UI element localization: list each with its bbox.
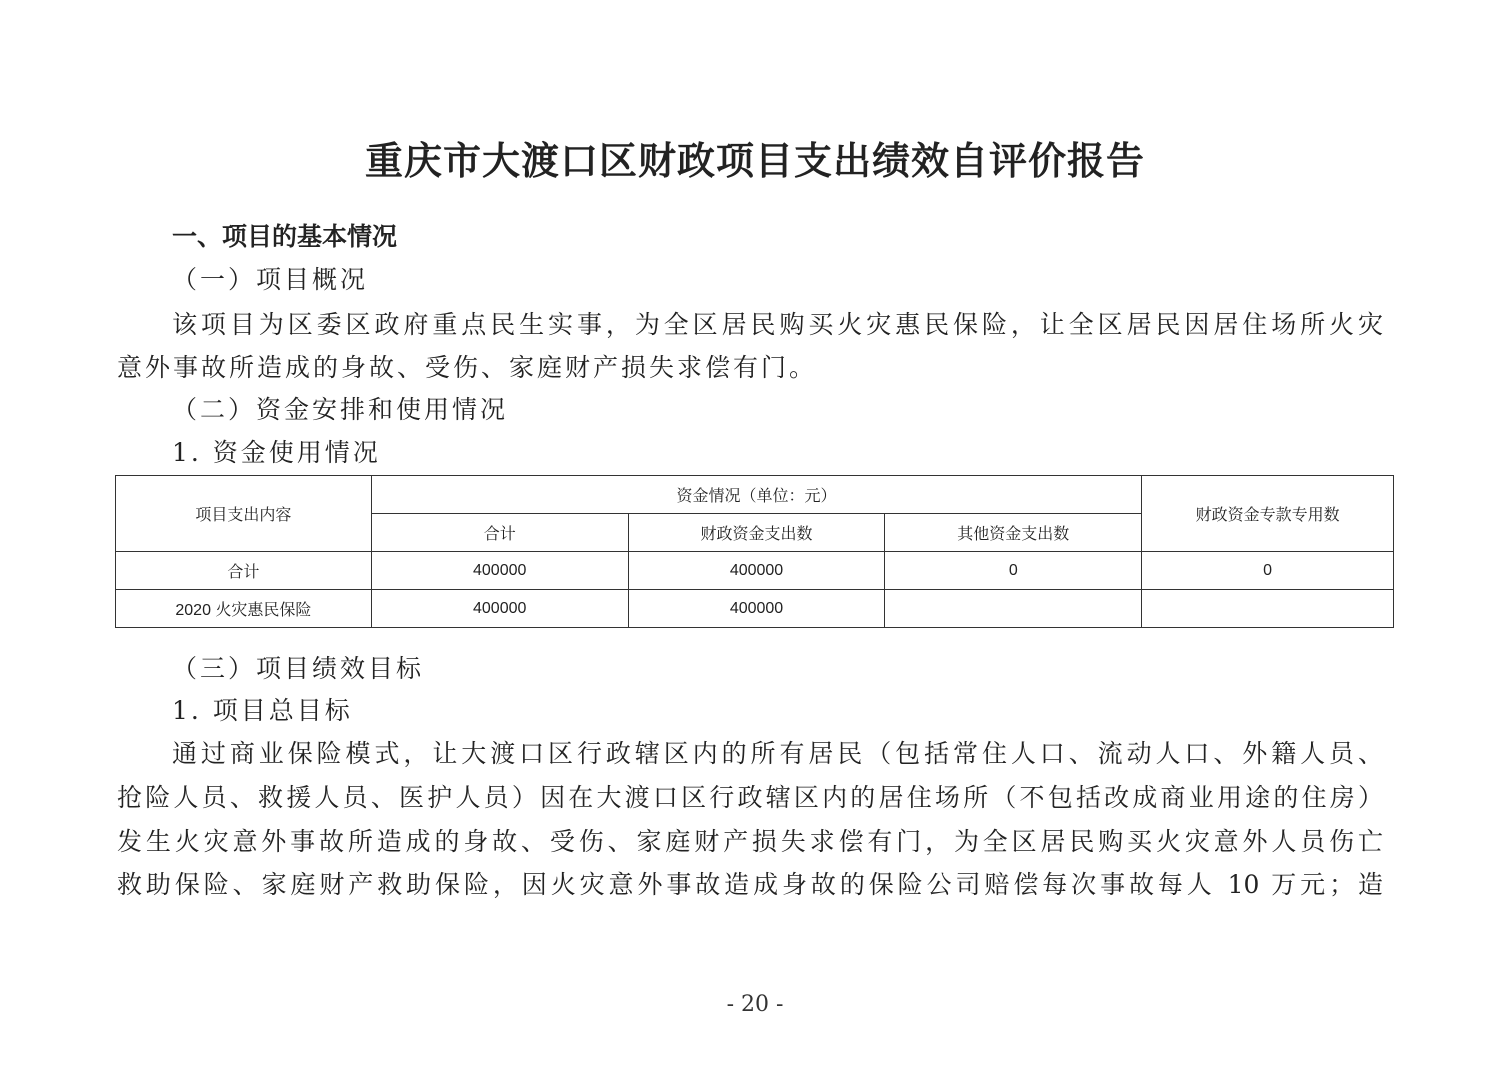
table-row <box>116 552 1394 590</box>
header-total: 合计 <box>371 514 628 552</box>
cell-other <box>885 590 1142 628</box>
paragraph-line: 救助保险、家庭财产救助保险，因火灾意外事故造成身故的保险公司赔偿每次事故每人 10 万元；造 <box>117 870 1383 899</box>
cell-special <box>1142 590 1394 628</box>
cell-total: 400000 <box>371 552 628 590</box>
paragraph-line: 通过商业保险模式，让大渡口区行政辖区内的所有居民（包括常住人口、流动人口、外籍人员、 <box>172 739 1383 768</box>
cell-fiscal: 400000 <box>628 590 885 628</box>
cell-special: 0 <box>1142 552 1394 590</box>
subsection-heading: 1. 资金使用情况 <box>172 438 381 467</box>
header-funds: 资金情况（单位：元） <box>371 476 1141 514</box>
header-item: 项目支出内容 <box>116 476 372 552</box>
cell-item: 合计 <box>116 552 372 590</box>
header-other: 其他资金支出数 <box>885 514 1142 552</box>
header-fiscal: 财政资金支出数 <box>628 514 885 552</box>
cell-other: 0 <box>885 552 1142 590</box>
funds-table <box>115 475 1394 628</box>
header-special: 财政资金专款专用数 <box>1142 476 1394 552</box>
paragraph-line: 该项目为区委区政府重点民生实事，为全区居民购买火灾惠民保险，让全区居民因居住场所火灾 <box>172 310 1383 339</box>
page-number: - 20 - <box>726 992 784 1017</box>
cell-total: 400000 <box>371 590 628 628</box>
subsection-heading: （二）资金安排和使用情况 <box>172 395 509 424</box>
document-title: 重庆市大渡口区财政项目支出绩效自评价报告 <box>364 138 1145 183</box>
paragraph-line: 意外事故所造成的身故、受伤、家庭财产损失求偿有门。 <box>117 353 818 382</box>
section-heading: 一、项目的基本情况 <box>172 222 398 251</box>
cell-fiscal: 400000 <box>628 552 885 590</box>
subsection-heading: （一）项目概况 <box>172 265 369 294</box>
subsection-heading: 1. 项目总目标 <box>172 696 353 725</box>
cell-item: 2020 火灾惠民保险 <box>116 590 372 628</box>
paragraph-line: 抢险人员、救援人员、医护人员）因在大渡口区行政辖区内的居住场所（不包括改成商业用途的住房） <box>117 783 1383 812</box>
paragraph-line: 发生火灾意外事故所造成的身故、受伤、家庭财产损失求偿有门，为全区居民购买火灾意外人员伤亡 <box>117 827 1383 856</box>
table-row <box>116 590 1394 628</box>
subsection-heading: （三）项目绩效目标 <box>172 654 425 683</box>
